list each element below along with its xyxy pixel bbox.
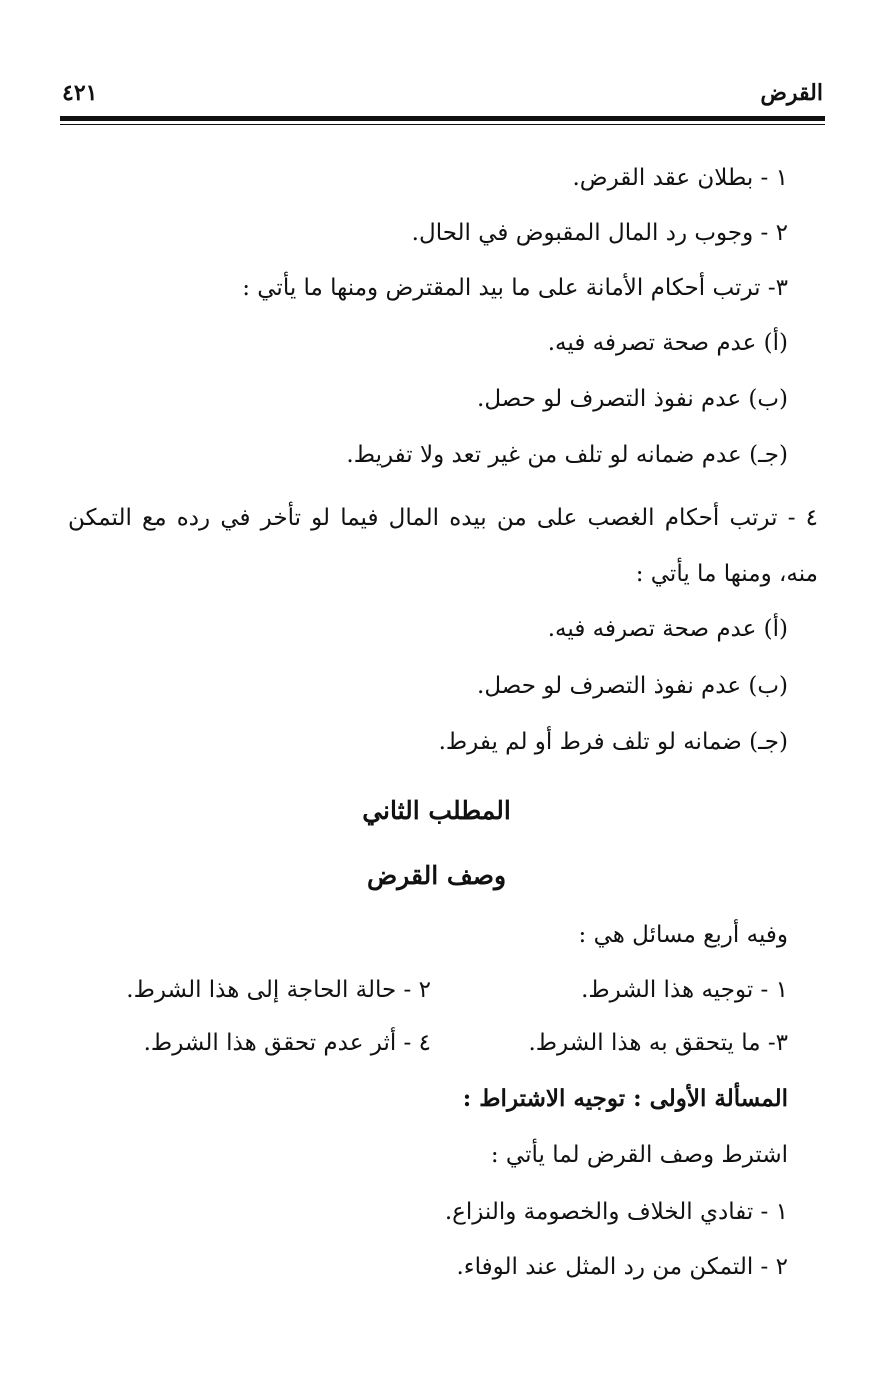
issue-intro: اشترط وصف القرض لما يأتي : [490,1142,788,1168]
list-item: (جـ) ضمانه لو تلف فرط أو لم يفرط. [438,729,788,755]
list-item: ٢ - التمكن من رد المثل عند الوفاء. [456,1254,788,1280]
list-item: (أ) عدم صحة تصرفه فيه. [547,616,788,642]
section-subtitle: وصف القرض [366,861,507,890]
issue-item: ٤ - أثر عدم تحقق هذا الشرط. [143,1030,431,1056]
issue-item: ٢ - حالة الحاجة إلى هذا الشرط. [126,977,431,1003]
page-header [62,80,823,108]
list-item: ٢ - وجوب رد المال المقبوض في الحال. [411,220,788,246]
list-item: ١ - تفادي الخلاف والخصومة والنزاع. [444,1199,788,1225]
list-item: (ب) عدم نفوذ التصرف لو حصل. [477,673,788,699]
page-number: ٤٢١ [62,80,98,106]
list-item-continuation: منه، ومنها ما يأتي : [635,561,818,587]
issue-item: ١ - توجيه هذا الشرط. [581,977,788,1003]
list-item: ١ - بطلان عقد القرض. [572,165,788,191]
issue-heading: المسألة الأولى : توجيه الاشتراط : [462,1085,788,1112]
list-item: (جـ) عدم ضمانه لو تلف من غير تعد ولا تفريط. [346,442,788,468]
list-item: (ب) عدم نفوذ التصرف لو حصل. [477,386,788,412]
list-item: (أ) عدم صحة تصرفه فيه. [547,330,788,356]
list-item: ٤ - ترتب أحكام الغصب على من بيده المال فيما لو تأخر في رده مع التمكن [68,505,818,531]
header-rule-thick [60,116,825,121]
list-item: ٣- ترتب أحكام الأمانة على ما بيد المقترض ومنها ما يأتي : [242,275,788,301]
section-title: المطلب الثاني [362,796,511,825]
header-rule-thin [60,124,825,125]
issue-item: ٣- ما يتحقق به هذا الشرط. [528,1030,788,1056]
issues-intro: وفيه أربع مسائل هي : [578,922,788,948]
running-title: القرض [760,80,823,106]
